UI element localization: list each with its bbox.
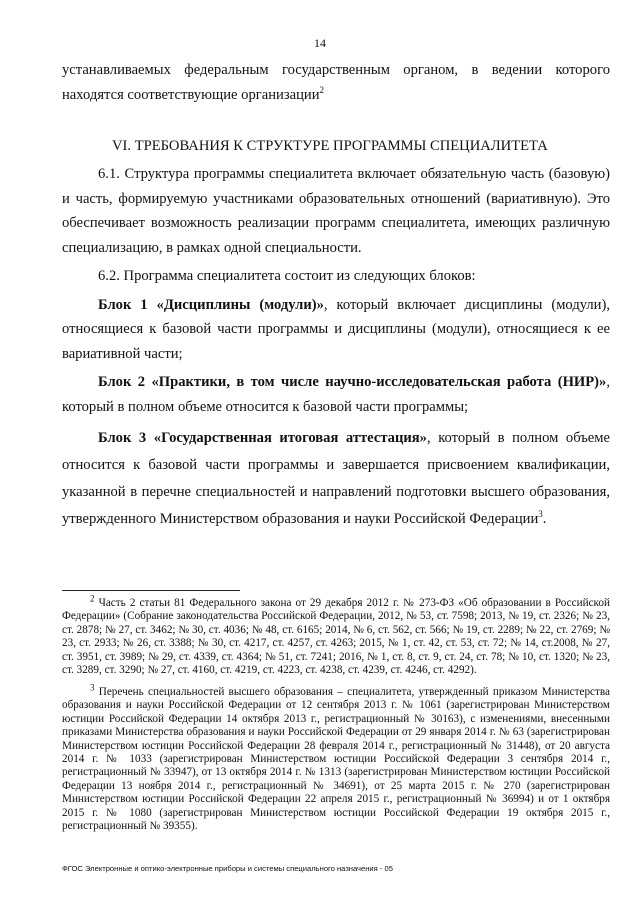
block-1-text: , который включает дисциплины (модули), относящиеся к базовой части программы и дисциплины (модули), относящиеся к ее вариативной части; [62, 296, 610, 362]
section-heading-block [62, 134, 610, 158]
continuation-paragraph [62, 58, 610, 107]
block-2-text: , который в полном объеме относится к базовой части программы; [62, 374, 610, 415]
block-1-paragraph [62, 293, 610, 367]
page-footer: ФГОС Электронные и оптико-электронные приборы и системы специального назначения - 05 [62, 864, 393, 873]
footnote-2-text: Часть 2 статьи 81 Федерального закона от 29 декабря 2012 г. № 273-ФЗ «Об образовании в Российской Федерации» (Собрание законодательства Российской Федерации, 2012, № 53, ст. 7598; 2013, № 19, ст. 2326; № 23, ст. 2878; № 27, ст. 3462; № 30, ст. 4036; № 48, ст. 6165; 2014, № 6, ст. 562, ст. 566; № 19, ст. 2289; № 22, ст. 2769; № 23, ст. 2933; № 26, ст. 3388; № 30, ст. 4217, ст. 4257, ст. 4263; 2015, № 1, ст. 42, ст. 53, ст. 72; № 14, ст.2008, № 27, ст. 3951, ст. 3989; № 29, ст. 4339, ст. 4364; № 51, ст. 7241; 2016, № 1, ст. 8, ст. 9, ст. 24, ст. 78; № 10, ст. 1320; № 23, ст. 3289, ст. 3290; № 27, ст. 4160, ст. 4219, ст. 4223, ст. 4238, ст. 4239, ст. 4246, ст. 4292). [62, 597, 610, 677]
block-1-title: Блок 1 «Дисциплины (модули)» [98, 296, 324, 313]
paragraph-6-2: 6.2. Программа специалитета состоит из следующих блоков: [98, 268, 476, 284]
block-3-title: Блок 3 «Государственная итоговая аттестация» [98, 430, 427, 446]
block-3-text: , который в полном объеме относится к базовой части программы и завершается присвоением квалификации, указанной в перечне специальностей и направлений подготовки высшего образования, утвержденного Министерством образования и науки Российской Федерации [62, 430, 610, 527]
footnote-2: $^2$ Часть 2 статьи 81 Федерального закона от 29 декабря 2012 г. № 273-ФЗ «Об образовании в Российской Федерации» (Собрание законодательства Российской Федерации, 2012, № 53, ст. 7598; 2013, № 19, ст. 2326; № 23, ст. 2878; № 27, ст. 3462; № 30, ст. 4036; № 48, ст. 6165; 2014, № 6, ст. 562, ст. 566; № 19, ст. 2289; № 22, ст. 2769; № 23, ст. 2933; № 26, ст. 3388; № 30, ст. 4217, ст. 4257, ст. 4263; 2015, № 1, ст. 42, ст. 53, ст. 72; № 14, ст.2008, № 27, ст. 3951, ст. 3989; № 29, ст. 4339, ст. 4364; № 51, ст. 7241; 2016, № 1, ст. 8, ст. 9, ст. 24, ст. 78; № 10, ст. 1320; № 23, ст. 3289, ст. 3290; № 27, ст. 4160, ст. 4219, ст. 4223, ст. 4238, ст. 4239, ст. 4246, ст. 4292). [62, 593, 610, 677]
page-number: 14 [314, 36, 326, 50]
footnote-divider [62, 590, 240, 591]
footnote-ref-2: 2 [319, 84, 324, 95]
main-text [62, 162, 610, 533]
block-2-title: Блок 2 «Практики, в том числе научно-исследовательская работа (НИР)» [98, 374, 607, 390]
footnote-3: $^3$ Перечень специальностей высшего образования – специалитета, утвержденный приказом Министерства образования и науки Российской Федерации от 12 сентября 2013 г. № 1061 (зарегистрирован Министерством юстиции Российской Федерации 14 октября 2013 г., регистрационный № 30163), с изменениями, внесенными приказами Министерства образования и науки Российской Федерации от 29 января 2014 г. № 63 (зарегистрирован Министерством юстиции Российской Федерации 28 февраля 2014 г., регистрационный № 31448), от 20 августа 2014 г. № 1033 (зарегистрирован Министерством юстиции Российской Федерации 3 сентября 2014 г., регистрационный № 33947), от 13 октября 2014 г. № 1313 (зарегистрирован Министерством юстиции Российской Федерации 13 ноября 2014 г., регистрационный № 34691), от 25 марта 2015 г. № 270 (зарегистрирован Министерством юстиции Российской Федерации 22 апреля 2015 г., регистрационный № 36994) и от 1 октября 2015 г. № 1080 (зарегистрирован Министерством юстиции Российской Федерации 19 октября 2015 г., регистрационный № 39355). [62, 682, 611, 833]
continuation-text: устанавливаемых федеральным государственным органом, в ведении которого находятся соответствующие организации [62, 62, 610, 103]
block-3-paragraph: Блок 3 «Государственная итоговая аттестация», который в полном объеме относится к базовой части программы и завершается присвоением квалификации, указанной в перечне специальностей и направлений подготовки высшего образования, утвержденного Министерством образования и науки Российской Федерации$^3$. [62, 430, 610, 527]
footnote-3-text: Перечень специальностей высшего образования – специалитета, утвержденный приказом Министерства образования и науки Российской Федерации от 12 сентября 2013 г. № 1061 (зарегистрирован Министерством юстиции Российской Федерации 14 октября 2013 г., регистрационный № 30163), с изменениями, внесенными приказами Министерства образования и науки Российской Федерации от 29 января 2014 г. № 63 (зарегистрирован Министерством юстиции Российской Федерации 28 февраля 2014 г., регистрационный № 31448), от 20 августа 2014 г. № 1033 (зарегистрирован Министерством юстиции Российской Федерации 3 сентября 2014 г., регистрационный № 33947), от 13 октября 2014 г. № 1313 (зарегистрирован Министерством юстиции Российской Федерации 13 ноября 2014 г., регистрационный № 34691), от 25 марта 2015 г. № 270 (зарегистрирован Министерством юстиции Российской Федерации 22 апреля 2015 г., регистрационный № 36994) и от 1 октября 2015 г. № 1080 (зарегистрирован Министерством юстиции Российской Федерации 19 октября 2015 г., регистрационный № 39355). [62, 686, 611, 833]
footnote-ref-3: 3 [538, 509, 543, 520]
paragraph-6-1: 6.1. Структура программы специалитета включает обязательную часть (базовую) и часть, формируемую участниками образовательных отношений (вариативную). Это обеспечивает возможность реализации программ специалитета, имеющих различную специализацию, в рамках одной специальности. [62, 166, 610, 256]
section-title: VI. ТРЕБОВАНИЯ К СТРУКТУРЕ ПРОГРАММЫ СПЕЦИАЛИТЕТА [112, 138, 548, 154]
block-2-paragraph [62, 370, 610, 419]
